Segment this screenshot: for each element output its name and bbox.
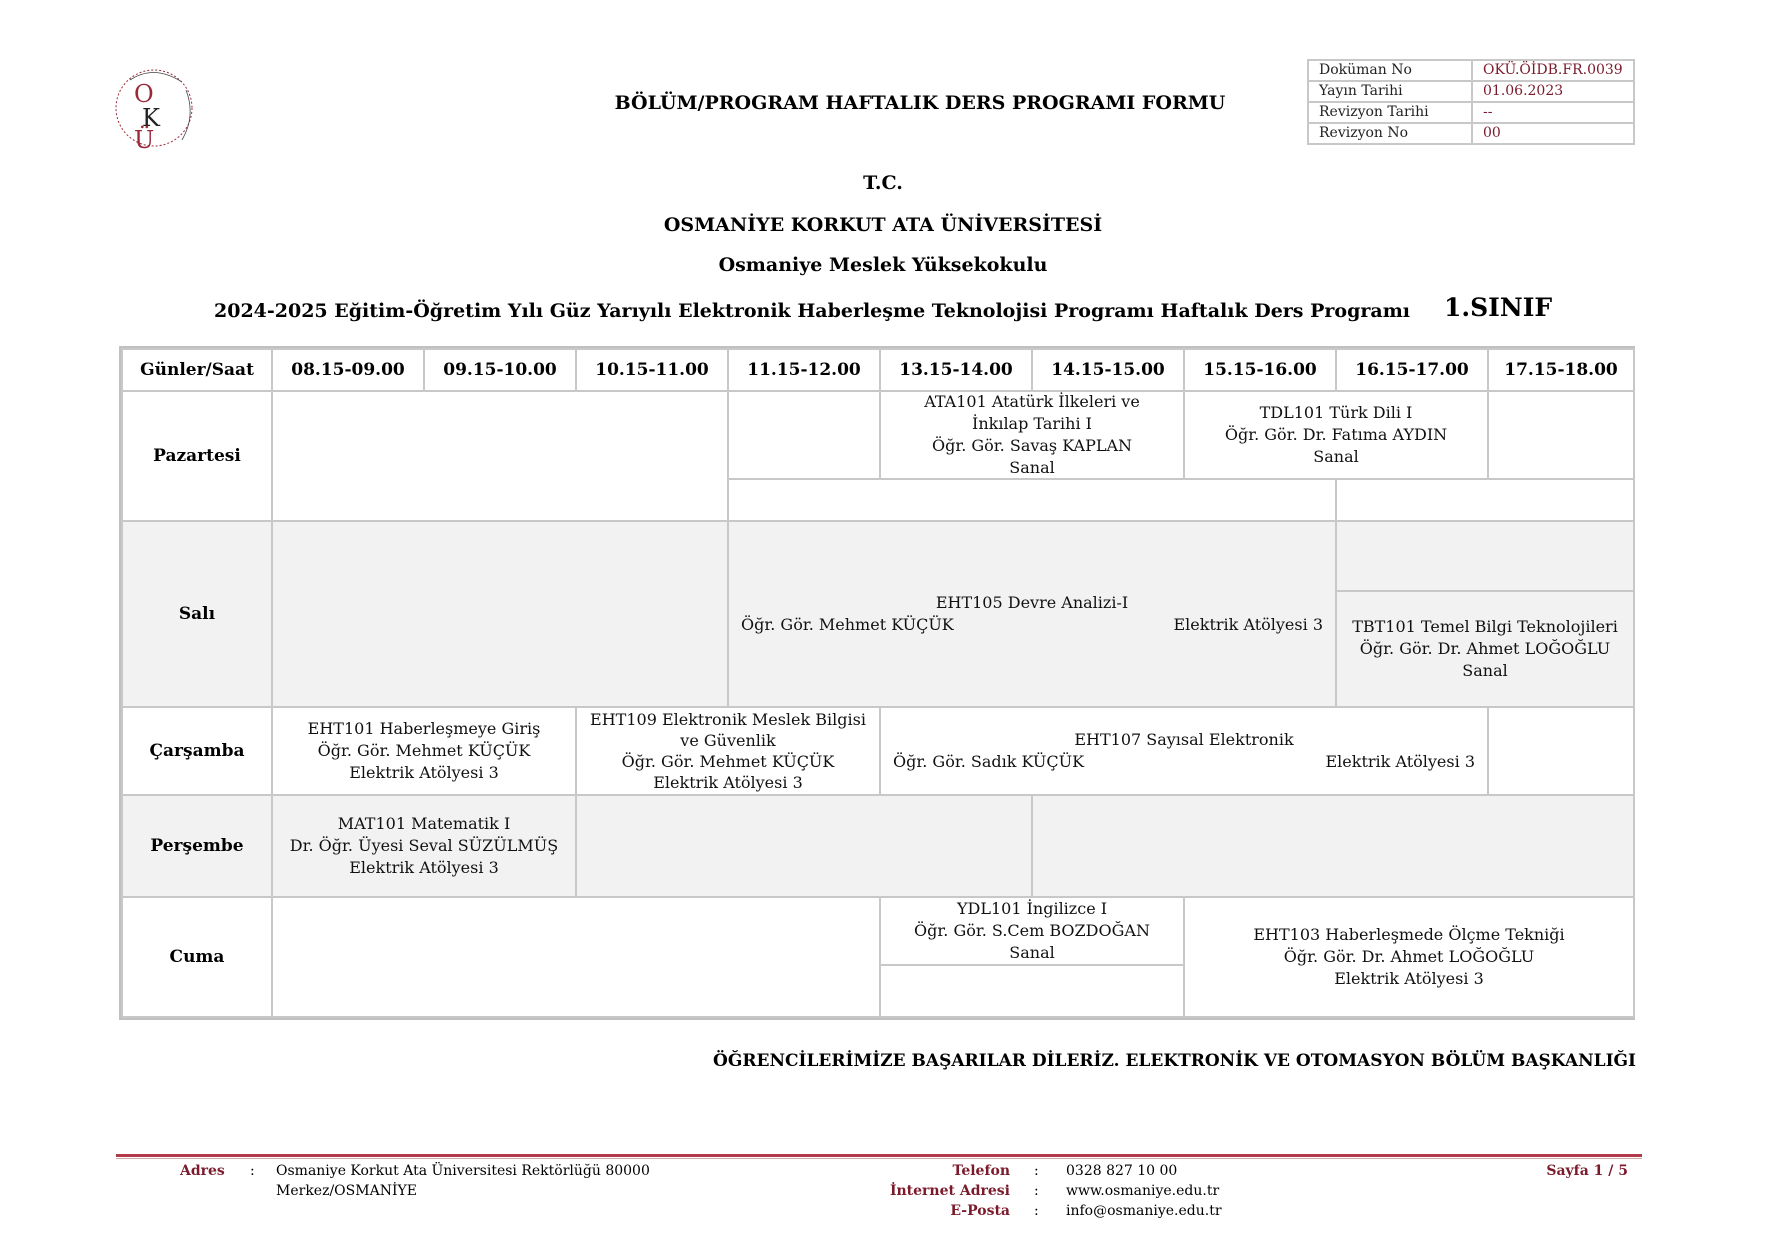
doc-info-key: Revizyon No: [1308, 123, 1472, 144]
doc-info-row: [1308, 60, 1634, 81]
form-title: BÖLÜM/PROGRAM HAFTALIK DERS PROGRAMI FORMU: [614, 92, 1226, 114]
lesson-details: [729, 614, 1335, 636]
lesson-room: Elektrik Atölyesi 3: [1325, 752, 1475, 771]
empty-slot: [1335, 478, 1635, 522]
lesson-title: EHT109 Elektronik Meslek Bilgisi: [590, 710, 866, 729]
footer-rule-thin: [116, 1158, 1642, 1159]
empty-slot: [727, 478, 1337, 522]
lesson-room: Sanal: [1009, 458, 1055, 477]
empty-slot: [575, 794, 1033, 898]
svg-text:K: K: [142, 104, 160, 132]
address-label: Adres: [180, 1163, 225, 1179]
closing-message: ÖĞRENCİLERİMİZE BAŞARILAR DİLERİZ. ELEKTRONİK VE OTOMASYON BÖLÜM BAŞKANLIĞI: [713, 1051, 1636, 1071]
day-label: Perşembe: [121, 794, 273, 898]
corner-header: Günler/Saat: [121, 348, 273, 392]
program-title: 2024-2025 Eğitim-Öğretim Yılı Güz Yarıyılı Elektronik Haberleşme Teknolojisi Programı Haftalık Ders Programı: [214, 300, 1411, 322]
lesson-title: EHT107 Sayısal Elektronik: [1074, 730, 1294, 749]
address-line1: Osmaniye Korkut Ata Üniversitesi Rektörlüğü 80000: [276, 1163, 650, 1179]
address-colon: :: [250, 1163, 255, 1179]
address-line2: Merkez/OSMANİYE: [276, 1183, 417, 1199]
empty-slot: [1487, 390, 1635, 480]
phone-colon: :: [1034, 1163, 1039, 1179]
day-label: Pazartesi: [121, 390, 273, 522]
lesson-room: Elektrik Atölyesi 3: [1334, 969, 1484, 988]
lesson-room: Elektrik Atölyesi 3: [653, 773, 803, 792]
document-info-table: [1307, 59, 1635, 145]
lesson-title-cont: İnkılap Tarihi I: [972, 414, 1092, 433]
doc-info-key: Yayın Tarihi: [1308, 81, 1472, 102]
lesson-title: YDL101 İngilizce I: [956, 899, 1108, 918]
svg-text:O: O: [134, 80, 154, 108]
lesson-mat101: [271, 794, 577, 898]
footer-rule: [116, 1154, 1642, 1157]
weekly-schedule: [119, 346, 1635, 1020]
lesson-teacher: Öğr. Gör. Mehmet KÜÇÜK: [317, 741, 531, 760]
class-label: 1.SINIF: [1444, 293, 1553, 322]
lesson-eht105: [727, 520, 1337, 708]
empty-slot: [727, 390, 881, 480]
doc-info-row: [1308, 123, 1634, 144]
day-label: Çarşamba: [121, 706, 273, 796]
lesson-room: Elektrik Atölyesi 3: [349, 763, 499, 782]
lesson-teacher: Öğr. Gör. Dr. Ahmet LOĞOĞLU: [1283, 947, 1535, 966]
day-label: Salı: [121, 520, 273, 708]
time-header: 10.15-11.00: [575, 348, 729, 392]
time-header: 14.15-15.00: [1031, 348, 1185, 392]
lesson-eht109: [575, 706, 881, 796]
lesson-teacher: Öğr. Gör. Sadık KÜÇÜK: [893, 752, 1085, 771]
lesson-details: [881, 751, 1487, 773]
empty-slot: [271, 896, 881, 1018]
lesson-eht107: [879, 706, 1489, 796]
day-label: Cuma: [121, 896, 273, 1018]
tc-heading: T.C.: [863, 172, 903, 194]
doc-info-value: --: [1472, 102, 1634, 123]
doc-info-value: OKÜ.ÖİDB.FR.0039: [1472, 60, 1634, 81]
doc-info-key: Doküman No: [1308, 60, 1472, 81]
lesson-title: ATA101 Atatürk İlkeleri ve: [924, 392, 1140, 411]
lesson-room: Sanal: [1009, 943, 1055, 962]
lesson-teacher: Öğr. Gör. S.Cem BOZDOĞAN: [914, 921, 1150, 940]
empty-slot: [1487, 706, 1635, 796]
phone-value: 0328 827 10 00: [1066, 1163, 1178, 1179]
lesson-eht103: [1183, 896, 1635, 1018]
phone-label: Telefon: [952, 1163, 1010, 1179]
lesson-teacher: Öğr. Gör. Mehmet KÜÇÜK: [621, 752, 835, 771]
email-label: E-Posta: [950, 1203, 1010, 1219]
page-number: Sayfa 1 / 5: [1546, 1163, 1628, 1179]
time-header: 08.15-09.00: [271, 348, 425, 392]
school-name: Osmaniye Meslek Yüksekokulu: [718, 254, 1048, 276]
lesson-room: Sanal: [1313, 447, 1359, 466]
university-name: OSMANİYE KORKUT ATA ÜNİVERSİTESİ: [663, 214, 1103, 236]
email-link[interactable]: info@osmaniye.edu.tr: [1066, 1203, 1222, 1219]
doc-info-row: [1308, 102, 1634, 123]
doc-info-value: 00: [1472, 123, 1634, 144]
time-header: 16.15-17.00: [1335, 348, 1489, 392]
lesson-title: EHT105 Devre Analizi-I: [935, 593, 1129, 612]
lesson-title: MAT101 Matematik I: [337, 814, 511, 833]
lesson-teacher: Öğr. Gör. Dr. Fatıma AYDIN: [1224, 425, 1448, 444]
lesson-teacher: Dr. Öğr. Üyesi Seval SÜZÜLMÜŞ: [289, 836, 559, 855]
empty-slot: [1031, 794, 1635, 898]
lesson-ata101: [879, 390, 1185, 480]
lesson-eht101: [271, 706, 577, 796]
web-label: İnternet Adresi: [889, 1183, 1010, 1199]
time-header: 15.15-16.00: [1183, 348, 1337, 392]
doc-info-key: Revizyon Tarihi: [1308, 102, 1472, 123]
lesson-ydl101: [879, 896, 1185, 966]
lesson-room: Elektrik Atölyesi 3: [1173, 615, 1323, 634]
time-header: 11.15-12.00: [727, 348, 881, 392]
lesson-room: Sanal: [1462, 661, 1508, 680]
svg-text:Ü: Ü: [134, 126, 155, 154]
email-colon: :: [1034, 1203, 1039, 1219]
lesson-title: EHT101 Haberleşmeye Giriş: [307, 719, 541, 738]
lesson-teacher: Öğr. Gör. Mehmet KÜÇÜK: [741, 615, 954, 634]
lesson-teacher: Öğr. Gör. Dr. Ahmet LOĞOĞLU: [1359, 639, 1611, 658]
empty-slot: [1335, 520, 1635, 592]
time-header: 17.15-18.00: [1487, 348, 1635, 392]
web-colon: :: [1034, 1183, 1039, 1199]
time-header: 13.15-14.00: [879, 348, 1033, 392]
lesson-title: TDL101 Türk Dili I: [1259, 403, 1413, 422]
lesson-title: EHT103 Haberleşmede Ölçme Tekniği: [1253, 925, 1565, 944]
time-header: 09.15-10.00: [423, 348, 577, 392]
lesson-teacher: Öğr. Gör. Savaş KAPLAN: [931, 436, 1133, 455]
lesson-room: Elektrik Atölyesi 3: [349, 858, 499, 877]
empty-slot: [271, 390, 729, 522]
lesson-title: TBT101 Temel Bilgi Teknolojileri: [1352, 617, 1618, 636]
empty-slot: [879, 964, 1185, 1018]
web-link[interactable]: www.osmaniye.edu.tr: [1066, 1183, 1220, 1199]
university-logo: [112, 60, 196, 156]
doc-info-value: 01.06.2023: [1472, 81, 1634, 102]
lesson-tdl101: [1183, 390, 1489, 480]
lesson-tbt101: [1335, 590, 1635, 708]
empty-slot: [271, 520, 729, 708]
lesson-title-cont: ve Güvenlik: [680, 731, 776, 750]
doc-info-row: [1308, 81, 1634, 102]
